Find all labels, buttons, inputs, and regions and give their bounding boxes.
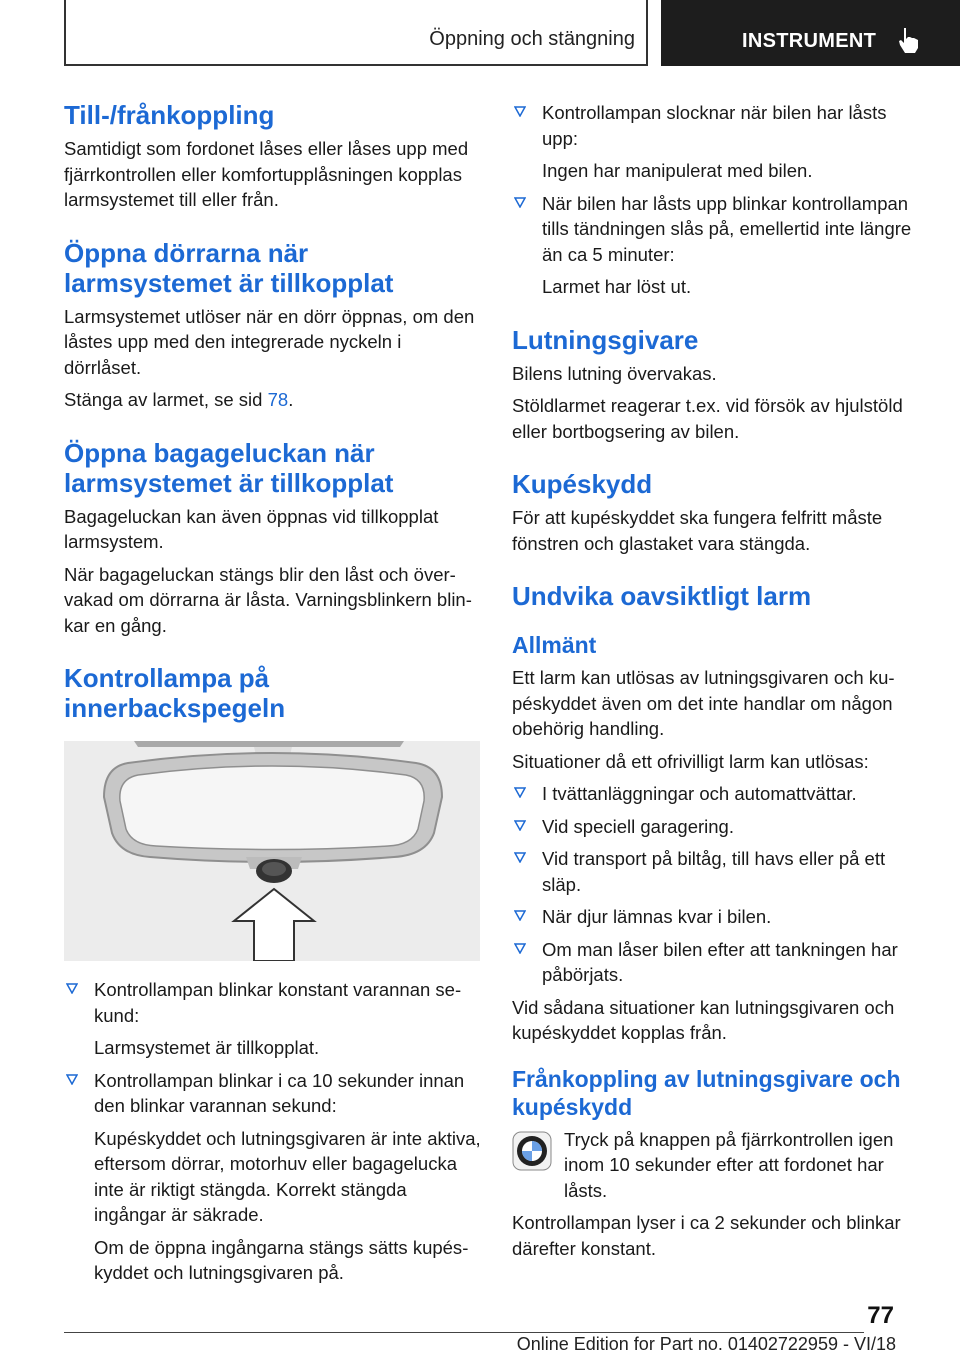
- triangle-bullet-icon: [66, 983, 78, 994]
- paragraph: Stöldlarmet reagerar t.ex. vid försök av hjulstöld eller bortbogsering av bilen.: [512, 395, 903, 442]
- heading-lutningsgivare: Lutningsgivare: [512, 324, 699, 355]
- heading-kontrollampa: Kontrollampa på innerbackspegeln: [64, 663, 286, 723]
- paragraph: Samtidigt som fordonet låses eller låses upp med fjärrkontrollen eller komfortupplåsningen kopplas larmsystemet till eller från.: [64, 138, 469, 210]
- triangle-bullet-icon: [514, 943, 526, 954]
- footer-edition: Online Edition for Part no. 01402722959 - VI/18: [516, 1334, 896, 1354]
- triangle-bullet-icon: [514, 106, 526, 117]
- mirror-illustration: [64, 741, 480, 961]
- pointing-hand-icon: [896, 26, 922, 54]
- triangle-bullet-icon: [514, 787, 526, 798]
- list-item: När bilen har låsts upp blinkar kontrollampan tills tändningen slås på, emellertid inte längre än ca 5 minuter: Larmet har löst ut.: [512, 191, 922, 300]
- left-column: [64, 100, 482, 1293]
- page-number: 77: [867, 1302, 894, 1329]
- header-chapter-title: INSTRUMENT: [742, 30, 877, 52]
- paragraph: Larmsystemet utlöser när en dörr öppnas, om den låstes upp med den integrerade nyckeln i dörrlåset.: [64, 305, 475, 378]
- paragraph: Kontrollampan lyser i ca 2 sekunder och blinkar därefter konstant.: [512, 1212, 901, 1259]
- indicator-list-left: [64, 977, 482, 1286]
- heading-oppna-bagageluckan: Öppna bagageluckan när larmsystemet är tillkopplat: [64, 437, 394, 498]
- bmw-key-icon: [512, 1131, 552, 1171]
- triangle-bullet-icon: [66, 1074, 78, 1085]
- right-column: [512, 100, 922, 1268]
- list-item: I tvättanläggningar och automattvättar.: [512, 781, 922, 807]
- heading-oppna-dorrarna: Öppna dörrarna när larmsystemet är tillkopplat: [64, 237, 394, 298]
- list-item: Kontrollampan slocknar när bilen har låsts upp: Ingen har manipulerat med bilen.: [512, 100, 922, 184]
- situation-list: [512, 781, 922, 988]
- triangle-bullet-icon: [514, 910, 526, 921]
- triangle-bullet-icon: [514, 820, 526, 831]
- paragraph: Ett larm kan utlösas av lutningsgivaren och kupéskyddet även om det inte handlar om någon obehörig handling.: [512, 667, 895, 739]
- subheading-frankoppling: Frånkoppling av lutningsgivare och kupéskydd: [512, 1065, 901, 1120]
- paragraph: För att kupéskyddet ska fungera felfritt måste fönstren och glastaket vara stängda.: [512, 507, 883, 554]
- rear-view-mirror-icon: [64, 741, 480, 961]
- paragraph: Bilens lutning övervakas.: [512, 362, 717, 384]
- header-section-title: Öppning och stängning: [429, 28, 635, 50]
- triangle-bullet-icon: [514, 197, 526, 208]
- paragraph: Vid sådana situationer kan lutningsgivaren och kupéskyddet kopplas från.: [512, 996, 895, 1043]
- paragraph: När bagageluckan stängs blir den låst och övervakad om dörrarna är låsta. Varningsblinkern blinkar en gång.: [64, 563, 472, 636]
- heading-kupeskydd: Kupéskydd: [512, 469, 653, 499]
- remote-instruction: [512, 1127, 922, 1204]
- header-separator: [646, 0, 648, 66]
- indicator-list-right: [512, 100, 922, 300]
- paragraph: Bagageluckan kan även öppnas vid tillkopplat larmsystem.: [64, 505, 439, 552]
- list-item: Om man låser bilen efter att tankningen har påbörjats.: [512, 937, 922, 988]
- list-item: Kontrollampan blinkar konstant varannan sekund: Larmsystemet är tillkopplat.: [64, 977, 482, 1061]
- paragraph: Situationer då ett ofrivilligt larm kan utlösas:: [512, 750, 869, 772]
- page-link-78[interactable]: 78: [267, 389, 289, 410]
- list-item: När djur lämnas kvar i bilen.: [512, 904, 922, 930]
- triangle-bullet-icon: [514, 852, 526, 863]
- list-item: Kontrollampan blinkar i ca 10 sekunder innan den blinkar varannan sekund: Kupéskyddet och lutningsgivaren är inte aktiva, eftersom dörrar, motorhuv eller bagagelucka inte är riktigt stängda. Korrekt stängda ingångar är säkrade. Om de öppna ingångarna stängs sätts kupéskyddet och lutningsgivaren på.: [64, 1068, 482, 1286]
- header-rule-left: [64, 0, 66, 66]
- list-item: Vid transport på biltåg, till havs eller på ett släp.: [512, 846, 922, 897]
- heading-undvika-larm: Undvika oavsiktligt larm: [512, 581, 812, 611]
- paragraph-reference: Stänga av larmet, se sid 78.: [64, 389, 294, 410]
- header-rule: [64, 64, 648, 66]
- list-item: Vid speciell garagering.: [512, 814, 922, 840]
- heading-till-frankoppling: Till-/frånkoppling: [64, 100, 275, 130]
- subheading-allmant: Allmänt: [512, 632, 597, 658]
- footer-rule: [64, 1332, 864, 1333]
- paragraph: Tryck på knappen på fjärrkontrollen igen inom 10 sekunder efter att fordonet har låsts.: [564, 1128, 894, 1201]
